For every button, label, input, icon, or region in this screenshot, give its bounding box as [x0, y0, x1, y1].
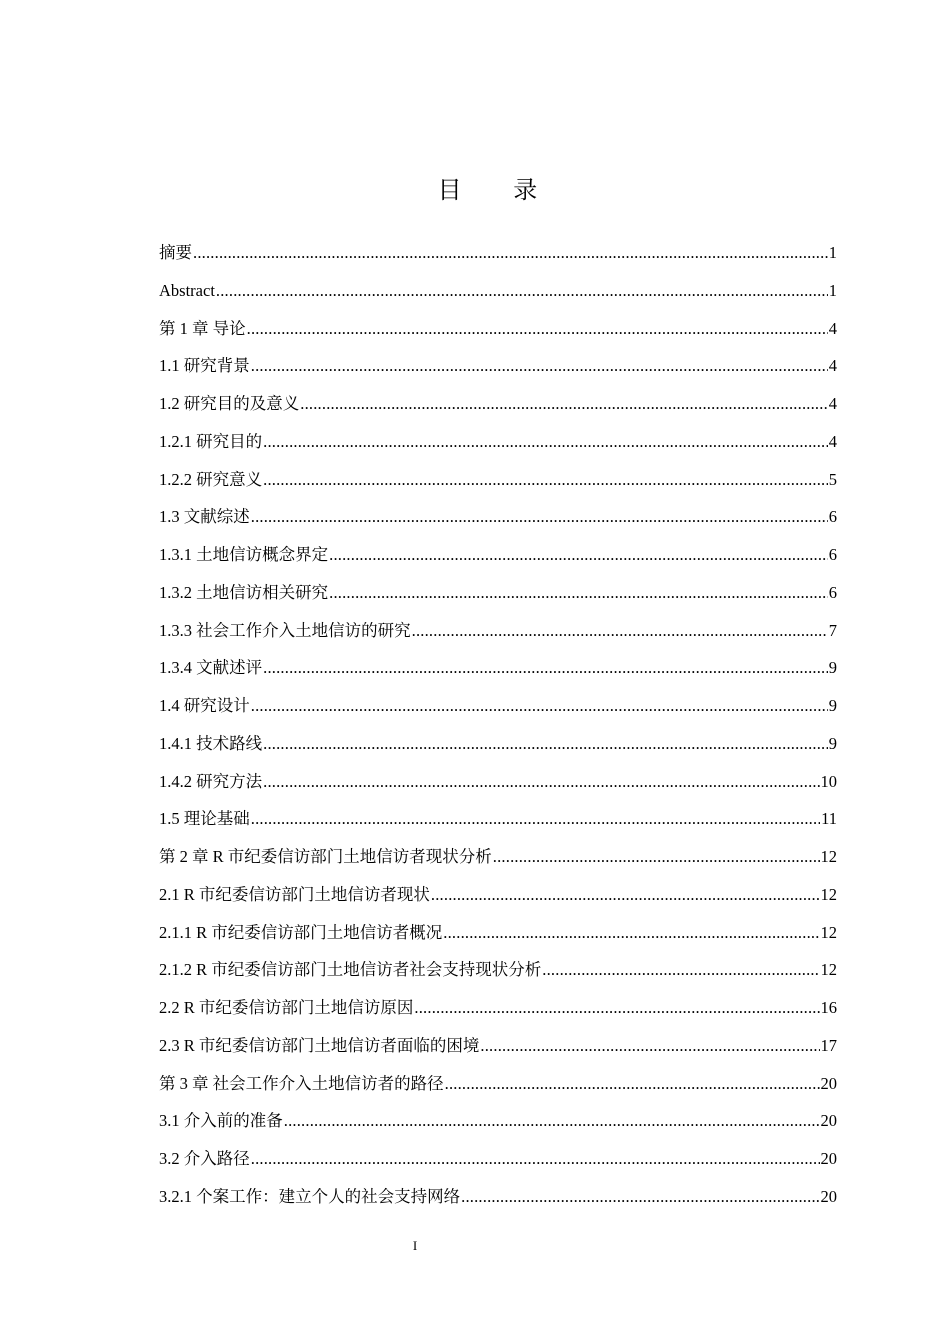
- toc-entry-label: 3.1 介入前的准备: [159, 1111, 283, 1131]
- toc-entry-page: 6: [828, 545, 837, 564]
- toc-entry-label: 1.4.2 研究方法: [159, 771, 263, 791]
- toc-entry[interactable]: [159, 876, 837, 914]
- toc-entry[interactable]: [159, 574, 837, 612]
- toc-entry-label: 2.1.1 R 市纪委信访部门土地信访者概况: [159, 922, 443, 942]
- toc-leader-dots: [251, 687, 828, 725]
- page-title: 目 录: [437, 176, 560, 204]
- toc-leader-dots: [263, 461, 828, 499]
- toc-leader-dots: [263, 649, 828, 687]
- toc-leader-dots: [329, 536, 828, 574]
- toc-entry-page: 20: [820, 1073, 837, 1093]
- toc-leader-dots: [263, 763, 819, 801]
- toc-entry-page: 6: [828, 507, 837, 527]
- toc-entry-page: 4: [828, 318, 837, 338]
- toc-entry-page: 16: [820, 998, 837, 1017]
- toc-entry-page: 9: [828, 696, 837, 715]
- toc-entry-label: 2.3 R 市纪委信访部门土地信访者面临的困境: [159, 1035, 480, 1055]
- toc-leader-dots: [251, 800, 820, 838]
- toc-entry-label: 2.1 R 市纪委信访部门土地信访者现状: [159, 884, 430, 904]
- toc-entry-page: 17: [820, 1035, 837, 1055]
- toc-entry-page: 1: [828, 280, 837, 300]
- toc-entry[interactable]: [159, 310, 837, 348]
- toc-entry-page: 12: [820, 922, 837, 942]
- toc-entry[interactable]: [159, 461, 837, 499]
- table-of-contents: [159, 234, 837, 1216]
- toc-entry[interactable]: [159, 989, 837, 1027]
- toc-entry[interactable]: [159, 1027, 837, 1065]
- toc-leader-dots: [414, 989, 819, 1027]
- toc-entry[interactable]: [159, 725, 837, 763]
- toc-entry-label: 第 2 章 R 市纪委信访部门土地信访者现状分析: [159, 847, 492, 866]
- toc-entry-page: 4: [828, 356, 837, 376]
- toc-leader-dots: [329, 574, 828, 612]
- toc-entry[interactable]: [159, 423, 837, 461]
- toc-entry[interactable]: [159, 1102, 837, 1140]
- toc-entry[interactable]: [159, 498, 837, 536]
- toc-entry[interactable]: [159, 612, 837, 650]
- toc-entry[interactable]: [159, 1178, 837, 1216]
- toc-entry-label: 2.1.2 R 市纪委信访部门土地信访者社会支持现状分析: [159, 960, 542, 980]
- toc-entry-label: 1.4 研究设计: [159, 696, 250, 715]
- toc-leader-dots: [412, 612, 828, 650]
- toc-leader-dots: [461, 1178, 819, 1216]
- toc-leader-dots: [480, 1027, 819, 1065]
- toc-leader-dots: [443, 914, 819, 952]
- toc-entry[interactable]: [159, 347, 837, 385]
- toc-entry-label: 1.3.3 社会工作介入土地信访的研究: [159, 620, 411, 640]
- toc-leader-dots: [251, 1140, 820, 1178]
- toc-entry-page: 12: [820, 960, 837, 980]
- toc-entry-label: 摘要: [159, 243, 192, 262]
- toc-leader-dots: [251, 498, 828, 536]
- toc-entry-page: 6: [828, 582, 837, 602]
- toc-entry-label: 1.2.2 研究意义: [159, 469, 263, 489]
- toc-entry-label: 1.3 文献综述: [159, 507, 250, 527]
- toc-entry[interactable]: [159, 687, 837, 725]
- toc-entry[interactable]: [159, 234, 837, 272]
- toc-entry-page: 10: [820, 771, 837, 791]
- toc-leader-dots: [493, 838, 820, 876]
- toc-entry-label: 1.5 理论基础: [159, 809, 250, 829]
- toc-entry-page: 9: [828, 733, 837, 753]
- toc-entry[interactable]: [159, 649, 837, 687]
- toc-entry-label: 1.2.1 研究目的: [159, 431, 263, 451]
- toc-leader-dots: [251, 347, 828, 385]
- toc-leader-dots: [284, 1102, 820, 1140]
- toc-leader-dots: [263, 725, 828, 763]
- toc-entry-page: 5: [828, 469, 837, 489]
- toc-entry[interactable]: [159, 272, 837, 310]
- toc-entry-page: 20: [820, 1149, 837, 1168]
- toc-leader-dots: [263, 423, 828, 461]
- toc-entry[interactable]: [159, 914, 837, 952]
- toc-entry-label: 1.3.1 土地信访概念界定: [159, 545, 329, 564]
- toc-entry-label: 3.2.1 个案工作：建立个人的社会支持网络: [159, 1186, 461, 1206]
- toc-entry-page: 20: [820, 1111, 837, 1131]
- toc-entry-label: 1.1 研究背景: [159, 356, 250, 376]
- toc-leader-dots: [216, 272, 828, 310]
- toc-entry-label: Abstract: [159, 280, 215, 300]
- toc-leader-dots: [300, 385, 828, 423]
- toc-entry-page: 4: [828, 394, 837, 413]
- toc-entry[interactable]: [159, 763, 837, 801]
- toc-leader-dots: [431, 876, 820, 914]
- toc-entry[interactable]: [159, 800, 837, 838]
- toc-leader-dots: [445, 1065, 820, 1103]
- toc-entry-page: 4: [828, 431, 837, 451]
- toc-entry[interactable]: [159, 951, 837, 989]
- toc-entry-page: 12: [820, 847, 837, 866]
- toc-entry-page: 1: [828, 243, 837, 262]
- toc-entry-page: 11: [821, 809, 837, 829]
- toc-entry-label: 2.2 R 市纪委信访部门土地信访原因: [159, 998, 414, 1017]
- toc-leader-dots: [193, 234, 828, 272]
- toc-entry-page: 9: [828, 658, 837, 678]
- toc-entry-page: 20: [820, 1186, 837, 1206]
- toc-entry[interactable]: [159, 385, 837, 423]
- toc-entry-label: 1.4.1 技术路线: [159, 733, 263, 753]
- toc-entry-label: 1.2 研究目的及意义: [159, 394, 300, 413]
- toc-entry-page: 7: [828, 620, 837, 640]
- toc-entry[interactable]: [159, 838, 837, 876]
- toc-entry-label: 1.3.2 土地信访相关研究: [159, 582, 329, 602]
- toc-entry[interactable]: [159, 1140, 837, 1178]
- toc-entry-label: 1.3.4 文献述评: [159, 658, 263, 678]
- toc-entry-label: 第 1 章 导论: [159, 318, 246, 338]
- toc-entry-page: 12: [820, 884, 837, 904]
- page-number: I: [412, 1238, 418, 1253]
- toc-entry-label: 3.2 介入路径: [159, 1149, 250, 1168]
- toc-entry[interactable]: [159, 536, 837, 574]
- toc-leader-dots: [542, 951, 819, 989]
- toc-entry[interactable]: [159, 1065, 837, 1103]
- toc-leader-dots: [247, 310, 828, 348]
- toc-entry-label: 第 3 章 社会工作介入土地信访者的路径: [159, 1073, 444, 1093]
